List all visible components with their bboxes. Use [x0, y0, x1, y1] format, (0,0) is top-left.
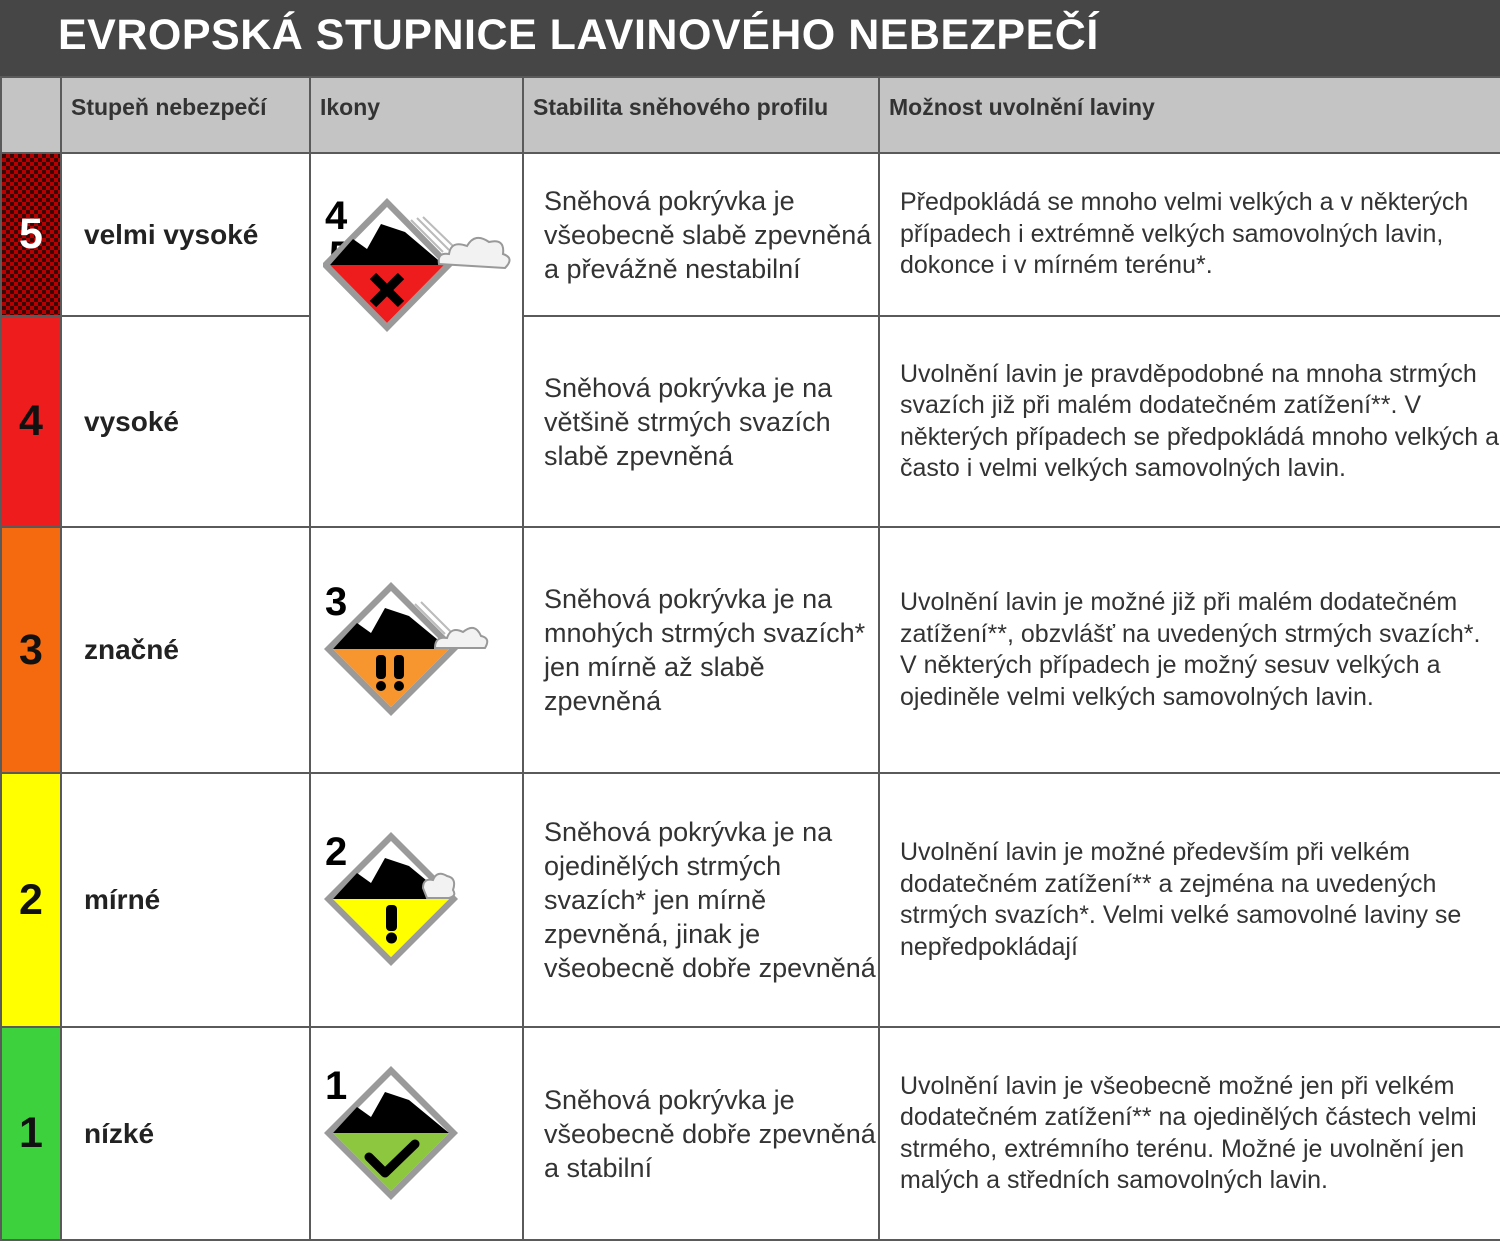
possibility-text: Uvolnění lavin je všeobecně možné jen při velkém dodatečném zatížení** na ojedinělých částech velmi strmého, extrémního terénu. Možné je uvolnění jen malých a středních samovolných lavin. [879, 1027, 1500, 1240]
stability-text: Sněhová pokrývka je všeobecně slabě zpevněná a převážně nestabilní [523, 153, 879, 316]
possibility-text: Předpokládá se mnoho velmi velkých a v některých případech i extrémně velkých samovolných lavin, dokonce i v mírném terénu*. [879, 153, 1500, 316]
danger-level-number: 4 [1, 316, 61, 527]
danger-level-number: 2 [1, 773, 61, 1027]
danger-level-name: mírné [61, 773, 310, 1027]
stability-text: Sněhová pokrývka je na většině strmých svazích slabě zpevněná [523, 316, 879, 527]
stability-text: Sněhová pokrývka je všeobecně dobře zpevněná a stabilní [523, 1027, 879, 1240]
header-row [1, 77, 1500, 153]
avalanche-danger-table [0, 76, 1500, 1241]
danger-level-name: vysoké [61, 316, 310, 527]
header-icons: Ikony [310, 77, 523, 153]
danger-2-exclamation-icon: 2 [323, 830, 523, 980]
danger-3-double-exclamation-icon: 3 [323, 580, 523, 730]
table-row [1, 1027, 1500, 1240]
header-possibility: Možnost uvolnění laviny [879, 77, 1500, 153]
page-title: EVROPSKÁ STUPNICE LAVINOVÉHO NEBEZPEČÍ [58, 11, 1099, 59]
table-row [1, 527, 1500, 773]
danger-level-name: velmi vysoké [61, 153, 310, 316]
icon-cell [310, 773, 523, 1027]
possibility-text: Uvolnění lavin je pravděpodobné na mnoha strmých svazích již při malém dodatečném zatížení**. V některých případech se předpokládá mnoho velkých a často i velmi velkých samovolných lavin. [879, 316, 1500, 527]
header-stability: Stabilita sněhového profilu [523, 77, 879, 153]
stability-text: Sněhová pokrývka je na ojedinělých strmých svazích* jen mírně zpevněná, jinak je všeobecně dobře zpevněná [523, 773, 879, 1027]
table-row [1, 316, 1500, 527]
header-number [1, 77, 61, 153]
danger-level-number: 3 [1, 527, 61, 773]
danger-level-number: 1 [1, 1027, 61, 1240]
header-level: Stupeň nebezpečí [61, 77, 310, 153]
stability-text: Sněhová pokrývka je na mnohých strmých svazích* jen mírně až slabě zpevněná [523, 527, 879, 773]
table-row [1, 153, 1500, 316]
table-row [1, 773, 1500, 1027]
possibility-text: Uvolnění lavin je možné především při velkém dodatečném zatížení** a zejména na uvedených strmých svazích*. Velmi velké samovolné laviny se nepředpokládají [879, 773, 1500, 1027]
danger-4-5-cross-icon: 4 [323, 196, 523, 346]
possibility-text: Uvolnění lavin je možné již při malém dodatečném zatížení**, obzvlášť na uvedených strmých svazích*. V některých případech je možný sesuv velkých a ojediněle velmi velkých samovolných lavin. [879, 527, 1500, 773]
danger-level-number: 5 [1, 153, 61, 316]
danger-level-name: značné [61, 527, 310, 773]
icon-cell [310, 527, 523, 773]
icon-cell [310, 153, 523, 527]
danger-1-checkmark-icon: 1 [323, 1064, 523, 1214]
danger-level-name: nízké [61, 1027, 310, 1240]
title-bar [0, 0, 1500, 76]
icon-cell [310, 1027, 523, 1240]
